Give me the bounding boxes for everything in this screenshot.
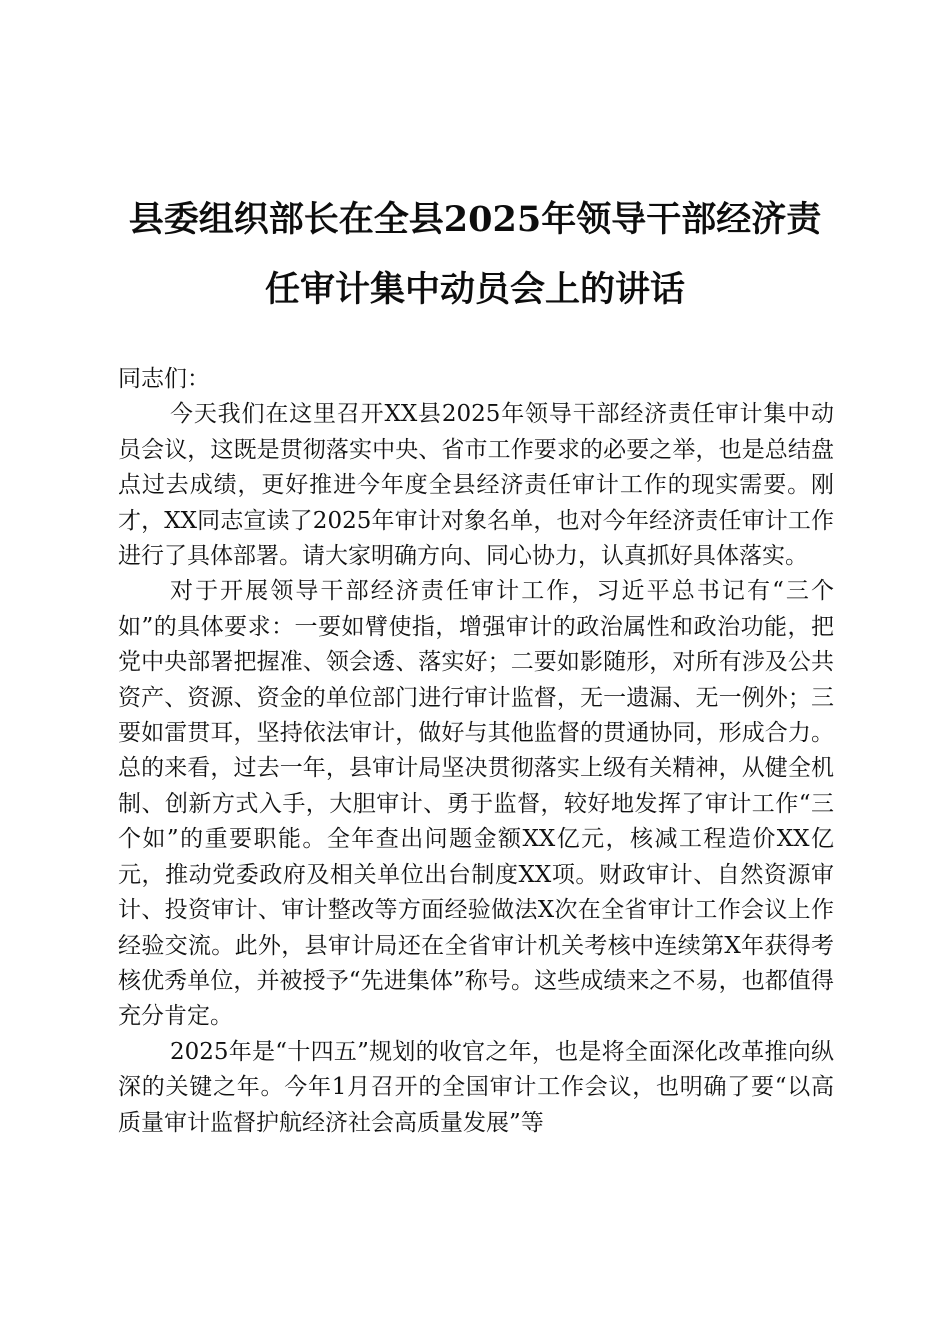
- paragraph-1: 今天我们在这里召开XX县2025年领导干部经济责任审计集中动员会议，这既是贯彻落实中央、省市工作要求的必要之举，也是总结盘点过去成绩，更好推进今年度全县经济责任审计工作的现实需要。刚才，XX同志宣读了2025年审计对象名单，也对今年经济责任审计工作进行了具体部署。请大家明确方向、同心协力，认真抓好具体落实。: [118, 401, 834, 570]
- paragraph-3: 2025年是“十四五”规划的收官之年，也是将全面深化改革推向纵深的关键之年。今年1月召开的全国审计工作会议，也明确了要“以高质量审计监督护航经济社会高质量发展”等: [118, 1038, 834, 1136]
- document-title-line-1: 县委组织部长在全县2025年领导干部经济责: [128, 199, 822, 240]
- document-title-line-2: 任审计集中动员会上的讲话: [264, 269, 685, 310]
- document-body: [118, 362, 834, 1141]
- salutation: 同志们：: [118, 366, 210, 392]
- paragraph-2: 对于开展领导干部经济责任审计工作，习近平总书记有“三个如”的具体要求：一要如臂使指，增强审计的政治属性和政治功能，把党中央部署把握准、领会透、落实好；二要如影随形，对所有涉及公共资产、资源、资金的单位部门进行审计监督，无一遗漏、无一例外；三要如雷贯耳，坚持依法审计，做好与其他监督的贯通协同，形成合力。总的来看，过去一年，县审计局坚决贯彻落实上级有关精神，从健全机制、创新方式入手，大胆审计、勇于监督，较好地发挥了审计工作“三个如”的重要职能。全年查出问题金额XX亿元，核减工程造价XX亿元，推动党委政府及相关单位出台制度XX项。财政审计、自然资源审计、投资审计、审计整改等方面经验做法X次在全省审计工作会议上作经验交流。此外，县审计局还在全省审计机关考核中连续第X年获得考核优秀单位，并被授予“先进集体”称号。这些成绩来之不易，也都值得充分肯定。: [118, 578, 834, 1030]
